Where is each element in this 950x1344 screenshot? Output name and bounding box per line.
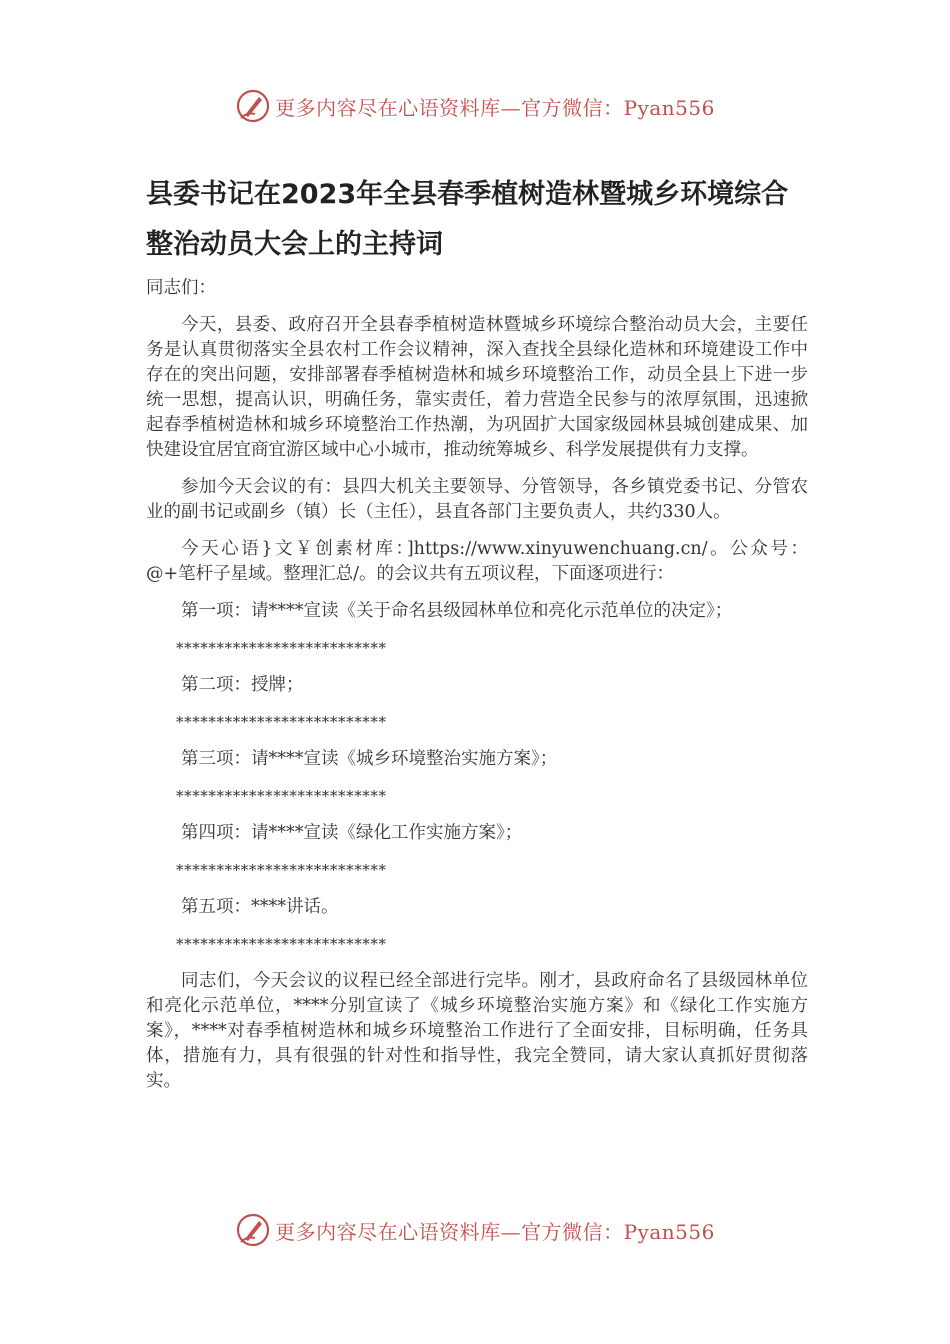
- watermark-dash: —: [500, 1219, 522, 1244]
- watermark-main: 更多内容尽在心语资料库: [275, 1219, 501, 1244]
- pen-logo-icon: [235, 88, 271, 124]
- separator-4: **************************: [176, 861, 387, 879]
- agenda-item-3: 第三项：请****宣读《城乡环境整治实施方案》；: [181, 749, 558, 769]
- watermark-text: [275, 92, 715, 121]
- paragraph-agenda-intro: 今天心语}文￥创素材库：]https://www.xinyuwenchuang.cn/。公众号：@+笔杆子星域。整理汇总/。的会议共有五项议程，下面逐项进行：: [146, 539, 808, 584]
- paragraph-closing: 同志们，今天会议的议程已经全部进行完毕。刚才，县政府命名了县级园林单位和亮化示范单位，****分别宣读了《城乡环境整治实施方案》和《绿化工作实施方案》，****对春季植树造林和城乡环境整治工作进行了全面安排，目标明确，任务具体，措施有力，具有很强的针对性和指导性，我完全赞同，请大家认真抓好贯彻落实。: [146, 971, 808, 1091]
- watermark-id: Pyan556: [623, 95, 715, 120]
- separator-5: **************************: [176, 935, 387, 953]
- salutation: 同志们：: [146, 278, 216, 298]
- paragraph-intro: 今天，县委、政府召开全县春季植树造林暨城乡环境综合整治动员大会，主要任务是认真贯彻落实全县农村工作会议精神，深入查找全县绿化造林和环境建设工作中存在的突出问题，安排部署春季植树造林和城乡环境整治工作，动员全县上下进一步统一思想，提高认识，明确任务，靠实责任，着力营造全民参与的浓厚氛围，迅速掀起春季植树造林和城乡环境整治工作热潮，为巩固扩大国家级园林县城创建成果、加快建设宜居宜商宜游区域中心小城市，推动统筹城乡、科学发展提供有力支撑。: [146, 315, 808, 460]
- separator-2: **************************: [176, 713, 387, 731]
- document-body: [146, 170, 808, 1106]
- watermark-banner-top: [0, 84, 950, 128]
- agenda-item-1: 第一项：请****宣读《关于命名县级园林单位和亮化示范单位的决定》；: [181, 601, 733, 621]
- watermark-sub: 官方微信：: [521, 95, 624, 120]
- agenda-item-4: 第四项：请****宣读《绿化工作实施方案》；: [181, 823, 523, 843]
- watermark-text: [275, 1216, 715, 1245]
- watermark-banner-bottom: [0, 1208, 950, 1252]
- separator-1: **************************: [176, 639, 387, 657]
- agenda-item-5: 第五项：****讲话。: [181, 897, 339, 917]
- watermark-dash: —: [500, 95, 522, 120]
- paragraph-attendees: 参加今天会议的有：县四大机关主要领导、分管领导，各乡镇党委书记、分管农业的副书记或副乡（镇）长（主任），县直各部门主要负责人，共约330人。: [146, 477, 808, 522]
- watermark-id: Pyan556: [623, 1219, 715, 1244]
- watermark-main: 更多内容尽在心语资料库: [275, 95, 501, 120]
- separator-3: **************************: [176, 787, 387, 805]
- agenda-item-2: 第二项：授牌；: [181, 675, 304, 695]
- document-title: 县委书记在2023年全县春季植树造林暨城乡环境综合整治动员大会上的主持词: [146, 179, 789, 260]
- pen-logo-icon: [235, 1212, 271, 1248]
- watermark-sub: 官方微信：: [521, 1219, 624, 1244]
